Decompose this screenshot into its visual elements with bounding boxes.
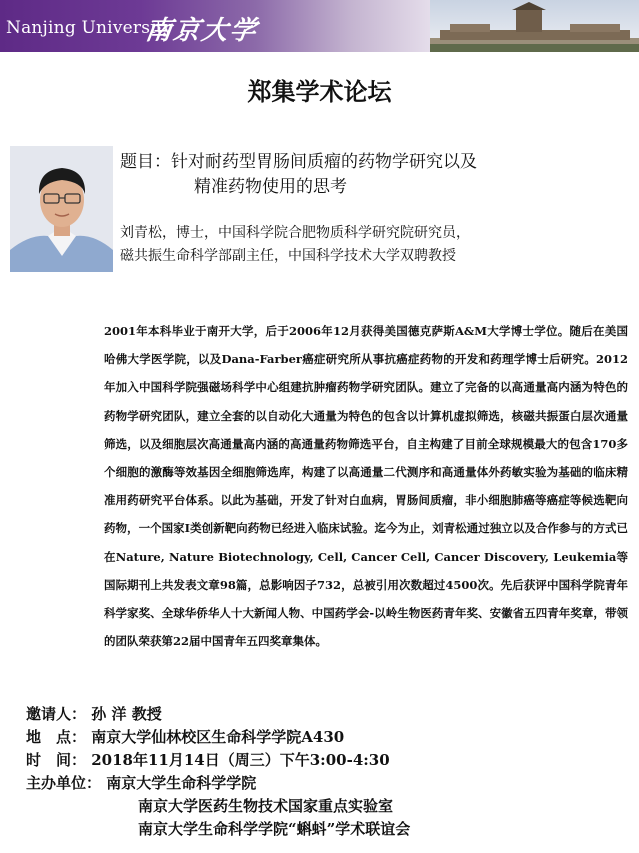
speaker-bio: 2001年本科毕业于南开大学，后于2006年12月获得美国德克萨斯A&M大学博士学位。随后在美国哈佛大学医学院，以及Dana-Farber癌症研究所从事抗癌症药物的开发和药理学博士后研究。2012年加入中国科学院强磁场科学中心组建抗肿瘤药物学研究团队。建立了完备的以高通量高内涵为特色的药物学研究团队，建立全套的以自动化大通量为特色的包含以计算机虚拟筛选，核磁共振蛋白层次通量筛选，以及细胞层次高通量高内涵的高通量药物筛选平台，自主构建了目前全球规模最大的包含170多个细胞的激酶等效基因全细胞筛选库，构建了以高通量二代测序和高通量体外药敏实验为基础的临床精准用药研究平台体系。以此为基础，开发了针对白血病，胃肠间质瘤，非小细胞肺癌等癌症等候选靶向药物，一个国家I类创新靶向药物已经进入临床试验。迄今为止，刘青松通过独立以及合作参与的方式已在Nature, Nature Biotechnology, Cell, Cancer Cell, Cancer Discovery, Leukemia等国际期刊上共发表文章98篇，总影响因子732，总被引用次数超过4500次。先后获评中国科学院青年科学家奖、全球华侨华人十大新闻人物、中国药学会-以岭生物医药青年奖、安徽省五四青年奖章，带领的团队荣获第22届中国青年五四奖章集体。 [104, 324, 628, 649]
host-value-2: 南京大学医药生物技术国家重点实验室 [138, 797, 394, 815]
speaker-line1: 刘青松，博士，中国科学院合肥物质科学研究院研究员， [120, 225, 470, 241]
host-row-3 [26, 818, 626, 841]
inviter-value: 孙 洋 教授 [91, 705, 162, 723]
university-name: Nanjing University [6, 18, 173, 38]
talk-title-line2: 精准药物使用的思考 [194, 177, 347, 197]
time-row [26, 749, 626, 772]
host-row-2 [26, 795, 626, 818]
location-label: 地 点： [26, 728, 87, 746]
speaker-line2: 磁共振生命科学部副主任，中国科学技术大学双聘教授 [120, 248, 456, 264]
talk-title [120, 150, 630, 200]
campus-building-image [430, 0, 639, 52]
location-value: 南京大学仙林校区生命科学学院A430 [91, 728, 345, 746]
inviter-label: 邀请人： [26, 705, 87, 723]
speaker-affiliation [120, 222, 630, 268]
time-label: 时 间： [26, 751, 87, 769]
host-value-1: 南京大学生命科学学院 [106, 774, 257, 792]
speaker-photo [10, 146, 113, 272]
talk-title-line1: 题目：针对耐药型胃肠间质瘤的药物学研究以及 [120, 152, 477, 172]
host-label: 主办单位： [26, 774, 102, 792]
university-calligraphy-logo: 南京大学 [143, 16, 260, 46]
inviter-row [26, 703, 626, 726]
location-row [26, 726, 626, 749]
host-row [26, 772, 626, 795]
page-title: 郑集学术论坛 [247, 78, 392, 106]
university-banner [0, 0, 639, 52]
host-value-3: 南京大学生命科学学院“蝌蚪”学术联谊会 [138, 820, 411, 838]
event-info [26, 703, 626, 841]
time-value: 2018年11月14日（周三）下午3:00-4:30 [91, 751, 390, 769]
